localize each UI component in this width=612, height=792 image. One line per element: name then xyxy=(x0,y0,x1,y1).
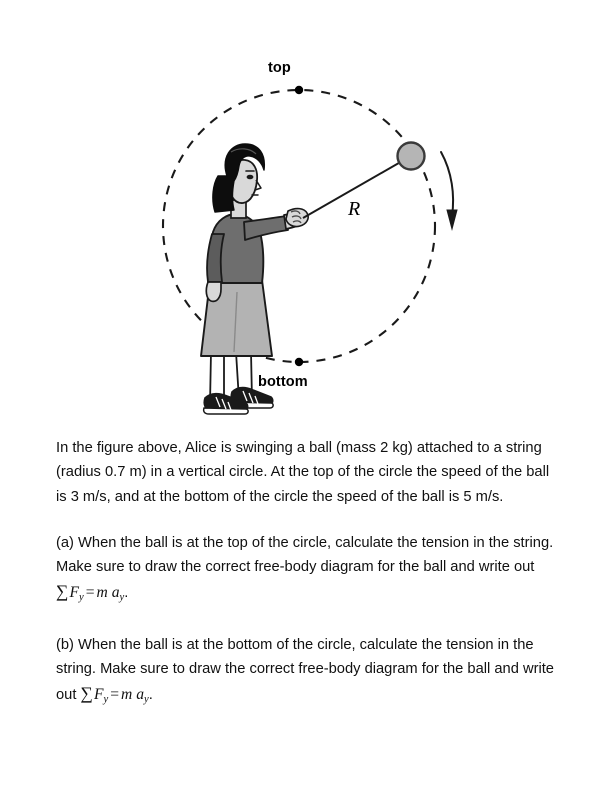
part-a-text: (a) When the ball is at the top of the circle, calculate the tension in the string. Make sure to draw the correct free-body diagram for the ball and write out xyxy=(56,534,554,576)
problem-text xyxy=(56,436,556,713)
part-b-period: . xyxy=(148,687,153,704)
part-b-text: (b) When the ball is at the bottom of the circle, calculate the tension in the string. Make sure to draw the correct free-body diagram for the ball and write out xyxy=(56,636,554,704)
part-a-period: . xyxy=(124,585,129,602)
accel-subscript-a: y xyxy=(119,592,125,604)
bottom-position-dot xyxy=(295,358,303,366)
force-symbol-b: F xyxy=(93,686,104,704)
part-a-equation xyxy=(56,581,125,604)
problem-intro-paragraph: In the figure above, Alice is swinging a ball (mass 2 kg) attached to a string (radius 0.7 m) in a vertical circle. At the top of the circle the speed of the ball is 3 m/s, and at the bottom of the circle the speed of the ball is 5 m/s. xyxy=(56,440,550,505)
accel-symbol-a: a xyxy=(111,584,120,602)
equals-symbol-a: = xyxy=(85,584,95,602)
ball xyxy=(398,143,425,170)
summation-symbol-a: ∑ xyxy=(56,581,69,602)
mass-symbol-a: m xyxy=(96,584,108,602)
force-subscript-b: y xyxy=(103,694,109,706)
problem-part-b-paragraph xyxy=(56,633,556,713)
part-b-equation xyxy=(80,683,149,706)
rotation-direction-arrow xyxy=(441,152,457,229)
summation-symbol-b: ∑ xyxy=(80,683,93,704)
eye xyxy=(247,175,254,180)
accel-subscript-b: y xyxy=(143,694,149,706)
top-position-dot xyxy=(295,86,303,94)
top-label: top xyxy=(268,60,291,76)
hand-hanging xyxy=(206,282,221,301)
arm-hanging-sleeve xyxy=(207,234,224,282)
equals-symbol-b: = xyxy=(110,686,120,704)
bottom-label: bottom xyxy=(258,374,308,390)
force-subscript-a: y xyxy=(79,592,84,604)
accel-symbol-b: a xyxy=(136,686,144,704)
problem-part-a-paragraph xyxy=(56,531,556,611)
mass-symbol-b: m xyxy=(121,686,133,704)
force-symbol-a: F xyxy=(69,584,80,602)
radius-label: R xyxy=(348,198,361,220)
